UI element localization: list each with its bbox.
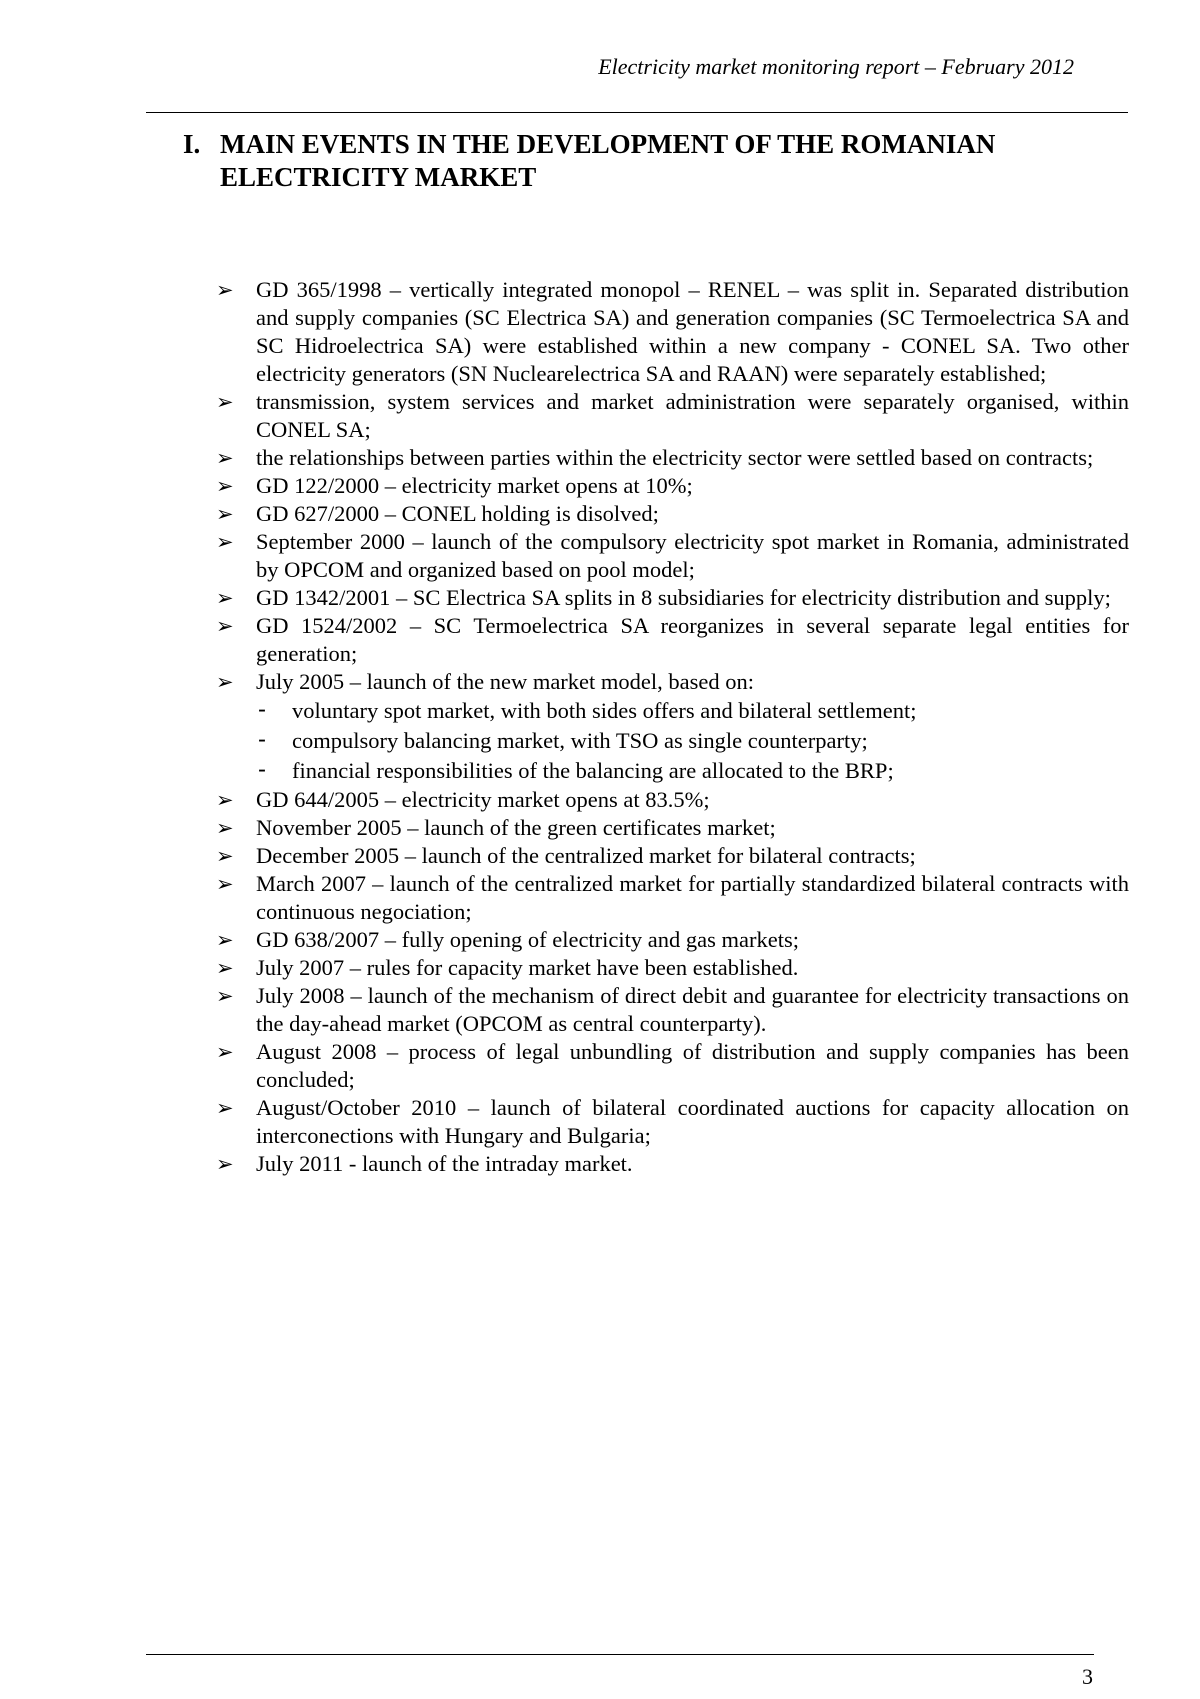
event-subitem-text: voluntary spot market, with both sides offers and bilateral settlement; <box>292 698 917 723</box>
event-list-item <box>216 1150 1129 1178</box>
event-list-item <box>216 500 1129 528</box>
arrow-bullet-icon: ➢ <box>216 502 234 526</box>
event-list-item <box>216 814 1129 842</box>
event-text: July 2005 – launch of the new market model, based on: <box>256 669 755 694</box>
event-text: transmission, system services and market administration were separately organised, within CONEL SA; <box>256 389 1129 442</box>
event-text: GD 638/2007 – fully opening of electricity and gas markets; <box>256 927 799 952</box>
event-list-item <box>216 1038 1129 1094</box>
event-text: the relationships between parties within the electricity sector were settled based on contracts; <box>256 445 1094 470</box>
arrow-bullet-icon: ➢ <box>216 390 234 414</box>
event-list-item <box>216 926 1129 954</box>
arrow-bullet-icon: ➢ <box>216 530 234 554</box>
arrow-bullet-icon: ➢ <box>216 816 234 840</box>
event-text: March 2007 – launch of the centralized market for partially standardized bilateral contracts with continuous negociation; <box>256 871 1129 924</box>
dash-bullet-icon: - <box>258 756 266 783</box>
arrow-bullet-icon: ➢ <box>216 474 234 498</box>
arrow-bullet-icon: ➢ <box>216 1096 234 1120</box>
event-text: August 2008 – process of legal unbundling of distribution and supply companies has been concluded; <box>256 1039 1129 1092</box>
arrow-bullet-icon: ➢ <box>216 278 234 302</box>
arrow-bullet-icon: ➢ <box>216 1040 234 1064</box>
arrow-bullet-icon: ➢ <box>216 586 234 610</box>
arrow-bullet-icon: ➢ <box>216 1152 234 1176</box>
arrow-bullet-icon: ➢ <box>216 614 234 638</box>
event-list-item <box>216 786 1129 814</box>
event-list-item <box>216 668 1129 786</box>
dash-bullet-icon: - <box>258 696 266 723</box>
footer-divider <box>146 1654 1094 1655</box>
event-list-item <box>216 388 1129 444</box>
event-sublist <box>256 696 1129 786</box>
arrow-bullet-icon: ➢ <box>216 928 234 952</box>
arrow-bullet-icon: ➢ <box>216 844 234 868</box>
event-subitem-text: financial responsibilities of the balancing are allocated to the BRP; <box>292 758 894 783</box>
event-list-item <box>216 584 1129 612</box>
event-text: December 2005 – launch of the centralized market for bilateral contracts; <box>256 843 916 868</box>
arrow-bullet-icon: ➢ <box>216 446 234 470</box>
event-list-item <box>216 472 1129 500</box>
event-subitem <box>256 696 1129 726</box>
event-text: July 2007 – rules for capacity market have been established. <box>256 955 799 980</box>
dash-bullet-icon: - <box>258 726 266 753</box>
event-list-item <box>216 954 1129 982</box>
event-list-item <box>216 276 1129 388</box>
event-text: July 2008 – launch of the mechanism of direct debit and guarantee for electricity transactions on the day-ahead market (OPCOM as central counterparty). <box>256 983 1129 1036</box>
event-list-item <box>216 528 1129 584</box>
event-text: GD 627/2000 – CONEL holding is disolved; <box>256 501 659 526</box>
arrow-bullet-icon: ➢ <box>216 956 234 980</box>
event-list-item <box>216 842 1129 870</box>
event-subitem <box>256 726 1129 756</box>
event-subitem <box>256 756 1129 786</box>
arrow-bullet-icon: ➢ <box>216 984 234 1008</box>
event-text: July 2011 - launch of the intraday market. <box>256 1151 633 1176</box>
event-subitem-text: compulsory balancing market, with TSO as single counterparty; <box>292 728 868 753</box>
event-text: GD 122/2000 – electricity market opens at 10%; <box>256 473 693 498</box>
event-text: GD 365/1998 – vertically integrated monopol – RENEL – was split in. Separated distribution and supply companies (SC Electrica SA) and generation companies (SC Termoelectrica SA and SC Hidroelectrica SA) were established within a new company - CONEL SA. Two other electricity generators (SN Nuclearelectrica SA and RAAN) were separately established; <box>256 277 1129 386</box>
event-list-item <box>216 1094 1129 1150</box>
event-list-item <box>216 612 1129 668</box>
arrow-bullet-icon: ➢ <box>216 670 234 694</box>
header-divider <box>146 112 1128 113</box>
event-text: August/October 2010 – launch of bilateral coordinated auctions for capacity allocation on interconections with Hungary and Bulgaria; <box>256 1095 1129 1148</box>
running-header: Electricity market monitoring report – February 2012 <box>598 54 1074 79</box>
events-list <box>216 276 1129 1178</box>
page-number: 3 <box>1082 1664 1093 1689</box>
section-heading <box>183 128 1083 194</box>
event-text: GD 644/2005 – electricity market opens at 83.5%; <box>256 787 710 812</box>
arrow-bullet-icon: ➢ <box>216 872 234 896</box>
event-text: September 2000 – launch of the compulsory electricity spot market in Romania, administrated by OPCOM and organized based on pool model; <box>256 529 1129 582</box>
section-title: MAIN EVENTS IN THE DEVELOPMENT OF THE ROMANIAN ELECTRICITY MARKET <box>220 129 996 192</box>
event-list-item <box>216 982 1129 1038</box>
event-text: GD 1342/2001 – SC Electrica SA splits in 8 subsidiaries for electricity distribution and supply; <box>256 585 1111 610</box>
event-text: November 2005 – launch of the green certificates market; <box>256 815 776 840</box>
event-text: GD 1524/2002 – SC Termoelectrica SA reorganizes in several separate legal entities for generation; <box>256 613 1129 666</box>
event-list-item <box>216 870 1129 926</box>
arrow-bullet-icon: ➢ <box>216 788 234 812</box>
event-list-item <box>216 444 1129 472</box>
section-number: I. <box>183 129 201 159</box>
